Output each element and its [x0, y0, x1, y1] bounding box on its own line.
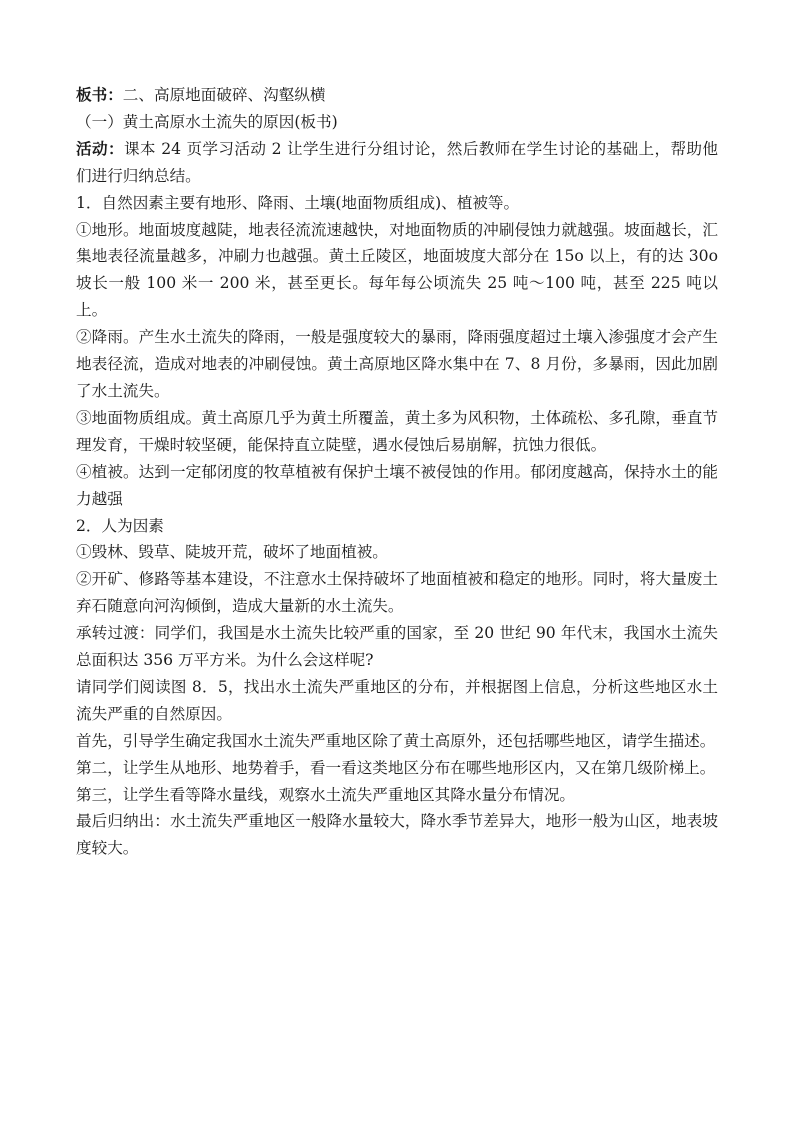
step-conclusion: 最后归纳出：水土流失严重地区一般降水量较大，降水季节差异大，地形一般为山区，地表坡度较大。 — [76, 812, 718, 858]
natural-factor-vegetation: ④植被。达到一定郁闭度的牧草植被有保护土壤不被侵蚀的作用。郁闭度越高，保持水土的能力越强 — [76, 462, 718, 508]
board-title — [76, 82, 718, 109]
board-title-label: 板书： — [76, 86, 123, 104]
human-factor-construction: ②开矿、修路等基本建设，不注意水土保持破坏了地面植被和稳定的地形。同时，将大量废土弃石随意向河沟倾倒，造成大量新的水土流失。 — [76, 570, 718, 616]
transition-paragraph: 承转过渡：同学们，我国是水土流失比较严重的国家，至 20 世纪 90 年代末，我国水土流失总面积达 356 万平方米。为什么会这样呢? — [76, 624, 718, 670]
natural-factor-rainfall: ②降雨。产生水土流失的降雨，一般是强度较大的暴雨，降雨强度超过土壤入渗强度才会产生地表径流，造成对地表的冲刷侵蚀。黄土高原地区降水集中在 7、8 月份，多暴雨，因此加剧了水土流失。 — [76, 328, 718, 400]
human-factors-heading: 2．人为因素 — [76, 516, 164, 535]
step-first: 首先，引导学生确定我国水土流失严重地区除了黄土高原外，还包括哪些地区，请学生描述。 — [76, 731, 716, 750]
natural-factor-soil: ③地面物质组成。黄土高原几乎为黄土所覆盖，黄土多为风积物，土体疏松、多孔隙，垂直节理发育，干燥时较坚硬，能保持直立陡壁，遇水侵蚀后易崩解，抗蚀力很低。 — [76, 408, 718, 454]
activity-label: 活动： — [76, 139, 124, 158]
step-second: 第二，让学生从地形、地势着手，看一看这类地区分布在哪些地形区内，又在第几级阶梯上。 — [76, 758, 716, 777]
document-page — [76, 82, 718, 862]
human-factor-deforestation: ①毁林、毁草、陡坡开荒，破坏了地面植被。 — [76, 543, 388, 562]
reading-paragraph: 请同学们阅读图 8．5，找出水土流失严重地区的分布，并根据图上信息，分析这些地区水土流失严重的自然原因。 — [76, 677, 718, 723]
board-title-text: 二、高原地面破碎、沟壑纵横 — [122, 86, 326, 104]
natural-factors-heading: 1．自然因素主要有地形、降雨、土壤(地面物质组成)、植被等。 — [76, 193, 520, 212]
activity-paragraph — [76, 136, 718, 190]
activity-text: 课本 24 页学习活动 2 让学生进行分组讨论，然后教师在学生讨论的基础上，帮助他们进行归纳总结。 — [76, 139, 718, 185]
natural-factor-terrain: ①地形。地面坡度越陡，地表径流流速越快，对地面物质的冲刷侵蚀力就越强。坡面越长，汇集地表径流量越多，冲刷力也越强。黄土丘陵区，地面坡度大部分在 15o 以上，有的达 30o 坡长一般 100 米一 200 米，甚至更长。每年每公顷流失 25 吨～100 吨，甚至 225 吨以上。 — [76, 220, 718, 320]
section-title: （一）黄土高原水土流失的原因(板书) — [76, 112, 338, 131]
step-third: 第三，让学生看等降水量线，观察水土流失严重地区其降水量分布情况。 — [76, 785, 576, 804]
